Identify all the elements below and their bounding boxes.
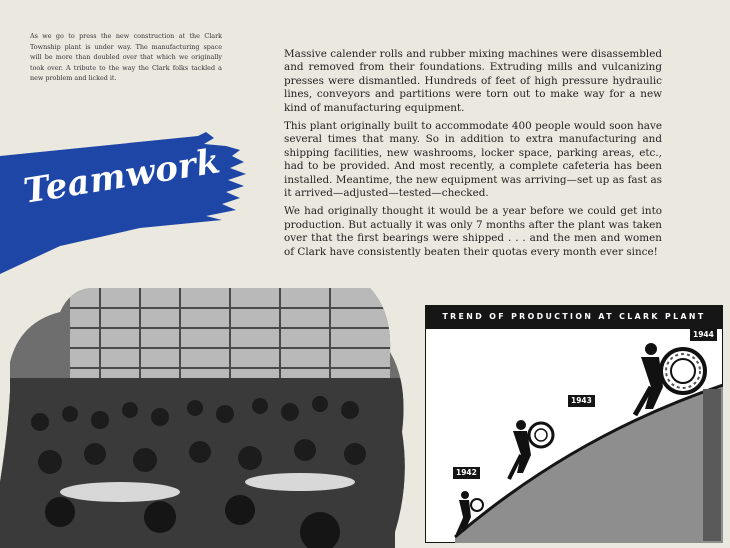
paragraph-3: We had originally thought it would be a year before we could get into production. But actually it was only 7 months after the plant was taken over that the first bearings were shipped . . . and the men and women of Clark have consistently beaten their quotas every month ever since! <box>284 205 662 258</box>
year-label-1944: 1944 <box>690 329 717 341</box>
paragraph-1: Massive calender rolls and rubber mixing machines were disassembled and removed from their foundations. Extruding mills and vulcanizing presses were dismantled. Hundreds of feet of high pressure hydraulic lines, conveyors and partitions were torn out to make way for a new kind of manufacturing equipment. <box>284 48 662 114</box>
photo-caption: As we go to press the new construction at the Clark Township plant is under way. The manufacturing space will be more than doubled over that which we originally took over. A tribute to the way the Clark folks tackled a new problem and licked it. <box>30 32 222 83</box>
banner-title: Teamwork <box>20 141 224 212</box>
production-trend-chart <box>425 305 723 543</box>
article-body <box>284 48 662 264</box>
cafeteria-photo <box>0 282 415 548</box>
paragraph-2: This plant originally built to accommodate 400 people would soon have several times that many. So in addition to extra manufacturing and shipping facilities, new washrooms, locker space, parking areas, etc., had to be provided. And most recently, a complete cafeteria has been installed. Meantime, the new equipment was arriving—set up as fast as it arrived—adjusted—tested—checked. <box>284 120 662 200</box>
production-illustration <box>425 305 723 543</box>
year-label-1942: 1942 <box>453 467 480 479</box>
year-label-1943: 1943 <box>568 395 595 407</box>
cafeteria-photo-image <box>0 282 415 548</box>
chart-title: TREND OF PRODUCTION AT CLARK PLANT <box>425 305 723 329</box>
